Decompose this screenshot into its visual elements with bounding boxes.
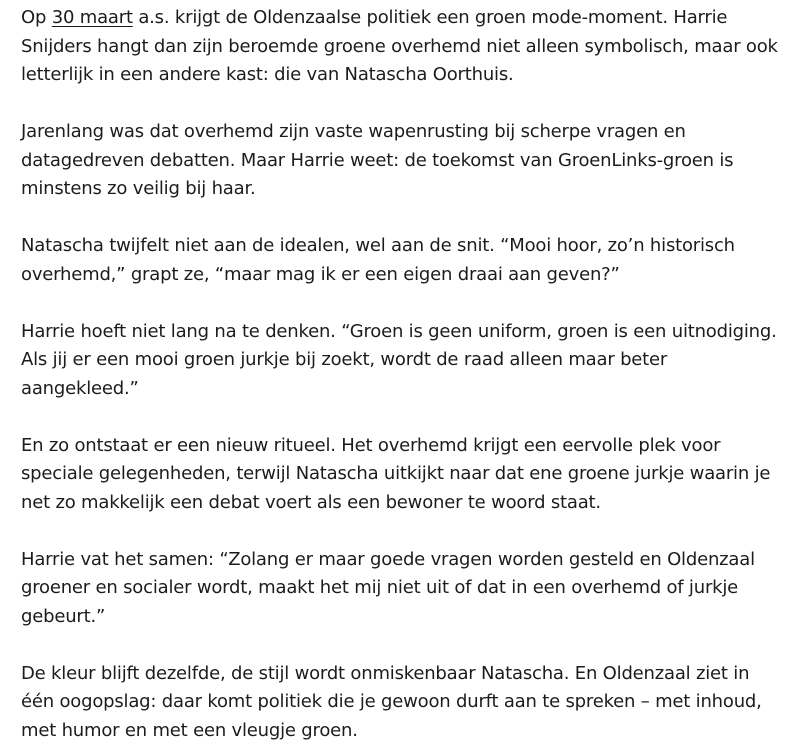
paragraph-3: Natascha twijfelt niet aan de idealen, wel aan de snit. “Mooi hoor, zo’n historisch overhemd,” grapt ze, “maar mag ik er een eigen draai aan geven?” bbox=[21, 232, 786, 289]
paragraph-1-intro: Op bbox=[21, 7, 52, 28]
paragraph-1 bbox=[21, 4, 786, 90]
article-body bbox=[21, 4, 786, 745]
paragraph-2: Jarenlang was dat overhemd zijn vaste wapenrusting bij scherpe vragen en datagedreven debatten. Maar Harrie weet: de toekomst van GroenLinks-groen is minstens zo veilig bij haar. bbox=[21, 118, 786, 204]
paragraph-4: Harrie hoeft niet lang na te denken. “Groen is geen uniform, groen is een uitnodiging. Als jij er een mooi groen jurkje bij zoekt, wordt de raad alleen maar beter aangekleed.” bbox=[21, 318, 786, 404]
paragraph-5: En zo ontstaat er een nieuw ritueel. Het overhemd krijgt een eervolle plek voor speciale gelegenheden, terwijl Natascha uitkijkt naar dat ene groene jurkje waarin je net zo makkelijk een debat voert als een bewoner te woord staat. bbox=[21, 432, 786, 518]
date-link[interactable]: 30 maart bbox=[52, 7, 133, 28]
paragraph-7: De kleur blijft dezelfde, de stijl wordt onmiskenbaar Natascha. En Oldenzaal ziet in één oogopslag: daar komt politiek die je gewoon durft aan te spreken – met inhoud, met humor en met een vleugje groen. bbox=[21, 660, 786, 745]
paragraph-6: Harrie vat het samen: “Zolang er maar goede vragen worden gesteld en Oldenzaal groener en socialer wordt, maakt het mij niet uit of dat in een overhemd of jurkje gebeurt.” bbox=[21, 546, 786, 632]
paragraph-1-text: a.s. krijgt de Oldenzaalse politiek een groen mode-moment. Harrie Snijders hangt dan zijn beroemde groene overhemd niet alleen symbolisch, maar ook letterlijk in een andere kast: die van Natascha Oorthuis. bbox=[21, 7, 778, 85]
